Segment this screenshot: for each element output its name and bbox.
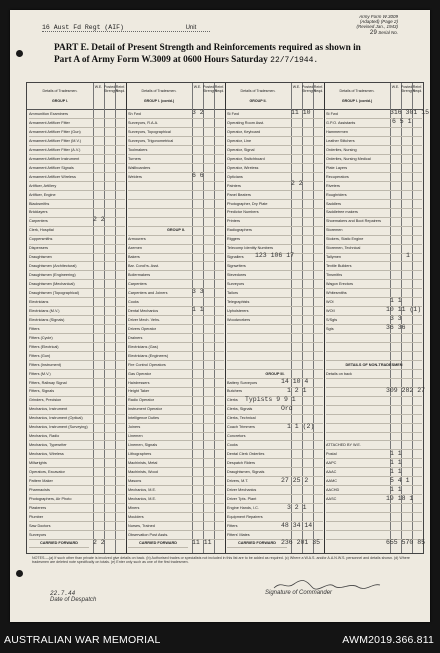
table-row: Butchers [227, 387, 323, 396]
handwritten-entry: 3 3 [390, 315, 402, 322]
date-signed: 22.7.44 [50, 590, 76, 597]
title-date: 22/7/1944. [270, 55, 319, 65]
table-row: WOI [326, 298, 422, 307]
table-row: Dental Mechanics [128, 307, 224, 316]
table-row: Grinders, Precision [29, 396, 125, 405]
table-row: Boilermakers [128, 271, 224, 280]
table-row: Leather Stitchers [326, 137, 422, 146]
table-row: AACHD [326, 486, 422, 495]
handwritten-entry: Ord [281, 405, 293, 412]
table-row: Fitters, Signals [29, 387, 125, 396]
table-row: Opticians [227, 173, 323, 182]
table-row [326, 513, 422, 522]
table-row [128, 182, 224, 191]
details-header: Details of Tradesmen. [339, 89, 375, 93]
group-header: GROUP I. (contd.) [341, 99, 373, 103]
column-header: W.E. [193, 85, 202, 89]
watermark-bar [0, 630, 440, 653]
table-row [128, 200, 224, 209]
table-row: Textile Builders [326, 262, 422, 271]
table-row: Stevedores [227, 271, 323, 280]
table-row: Fitters [227, 522, 323, 531]
serial-label: Serial No. [378, 29, 398, 35]
handwritten-entry: 3 2 1 [287, 504, 307, 511]
table-row: Operating Room Asst. [227, 119, 323, 128]
table-row: Mechanics, Typewriter [29, 441, 125, 450]
table-row: Draughtsmen (Engineering) [29, 271, 125, 280]
table-row: GROUP II. [128, 226, 224, 235]
table-row: St Fwd [227, 110, 323, 119]
handwritten-entry: 2 2 [93, 216, 105, 223]
table-row: Artificer, Engine [29, 191, 125, 200]
column-header: Reinf. Reqd. [115, 85, 126, 93]
table-row: Mechanics, Instrument [29, 405, 125, 414]
table-row: Miners [128, 504, 224, 513]
handwritten-entry: Typists 9 9 1 [245, 396, 296, 403]
table-row: Saddletree makers [326, 208, 422, 217]
table-row: Height Taker [128, 387, 224, 396]
handwritten-entry: 316 301 15 [390, 109, 430, 116]
table-row: Gas Operator [128, 370, 224, 379]
table-row: Mechanics, Radio [29, 432, 125, 441]
handwritten-entry: 1 1 [192, 306, 204, 313]
table-row: Moulders [128, 513, 224, 522]
table-row: Surveyors, Topographical [128, 128, 224, 137]
column-header: W.E. [94, 85, 103, 89]
table-row: Operator, Switchboard [227, 155, 323, 164]
table-row: Driver Mech. Vehs. [128, 316, 224, 325]
table-row: Electricians (Engineers) [128, 352, 224, 361]
table-row: Mechanics, Instrument (Optical) [29, 414, 125, 423]
table-row: Armament Artificer Fitter (Gun) [29, 128, 125, 137]
table-row: Signallers [227, 253, 323, 262]
table-row: Wallboarders [128, 164, 224, 173]
table-row: Saddlers [326, 200, 422, 209]
table-row [128, 191, 224, 200]
table-row [326, 423, 422, 432]
table-row: Armament Artificer Fitter [29, 119, 125, 128]
unit-line [42, 24, 210, 32]
table-row: Pharmacists [29, 486, 125, 495]
table-row: Sgts [326, 325, 422, 334]
handwritten-entry: 1 1 [390, 486, 402, 493]
details-header: Details of Tradesmen. [42, 89, 78, 93]
table-row: Operators, Excavator [29, 468, 125, 477]
table-row: Blacksmiths [29, 200, 125, 209]
table-row: Toolmakers [128, 146, 224, 155]
table-row: Carpenters [29, 217, 125, 226]
table-row: Linemen [128, 432, 224, 441]
table-row: Bricklayers [29, 208, 125, 217]
table-row: Storemen, Technical [326, 244, 422, 253]
table-row: Orderlies, Nursing Medical [326, 155, 422, 164]
table-row: Riveters [326, 182, 422, 191]
handwritten-entry: 6 6 [192, 172, 204, 179]
table-row: Surveyors [29, 531, 125, 540]
table-row: Panel Beaters [227, 191, 323, 200]
handwritten-entry: 1 2 1 [287, 387, 307, 394]
details-header: Details of Tradesmen. [240, 89, 276, 93]
group-header: GROUP I. (contd.) [143, 99, 175, 103]
handwritten-entry: 123 106 17 [255, 252, 295, 259]
table-row: Artificer, Artillery [29, 182, 125, 191]
group-header: GROUP I. [51, 99, 69, 103]
table-row: Fire Control Operators [128, 361, 224, 370]
form-title [54, 43, 414, 66]
table-row [227, 334, 323, 343]
column-header: Posted Strength [302, 85, 316, 93]
serial-handwritten: 29 [369, 28, 377, 36]
handwritten-entry: 3 2 [192, 109, 204, 116]
table-row: Armament Artificer Signals [29, 164, 125, 173]
table-row: Clerks, Technical [227, 414, 323, 423]
table-row: Despatch Riders [227, 459, 323, 468]
form-ref-line: Army Form W.3009 [359, 14, 398, 19]
table-row [227, 361, 323, 370]
table-row [326, 504, 422, 513]
table-row: Nurses, Trained [128, 522, 224, 531]
table-row: Fitters (Instrument) [29, 361, 125, 370]
table-row: Engine Hands, I.C. [227, 504, 323, 513]
table-row: Photographers, Air Photo [29, 495, 125, 504]
signature-label: Signature of Commander [265, 590, 333, 596]
table-row: Cooks [128, 298, 224, 307]
table-row: Clerk, Hospital [29, 226, 125, 235]
form-ref-line: (Revised Jan., 1943) [356, 24, 398, 30]
column-header: Reinf. Reqd. [412, 85, 423, 93]
table-row: Upholsterers [227, 307, 323, 316]
table-row: Draughtsmen (Mechanical) [29, 280, 125, 289]
table-row: Operator, Wireless [227, 164, 323, 173]
table-row: Woodworkers [227, 316, 323, 325]
table-row [326, 522, 422, 531]
table-row: Ammunition Examiners [29, 110, 125, 119]
table-row: Armourers [128, 235, 224, 244]
table-row [326, 396, 422, 405]
table-row: Electricians (Signals) [29, 316, 125, 325]
table-row: Saw Doctors [29, 522, 125, 531]
table-row: Observation Post Assts. [128, 531, 224, 540]
column-header: W.E. [292, 85, 301, 89]
column-header: Reinf. Reqd. [313, 85, 324, 93]
table-row: Armament Artificer Fitter (M.V.) [29, 137, 125, 146]
handwritten-entry: 6 5 1 [392, 118, 412, 125]
column-header: Posted Strength [401, 85, 415, 93]
table-row [227, 343, 323, 352]
column-header: W.E. [391, 85, 400, 89]
table-row: Wagon Erectors [326, 280, 422, 289]
table-row: Turners [128, 155, 224, 164]
table-row: St Fwd [326, 110, 422, 119]
table-row [326, 334, 422, 343]
handwritten-entry: 11 10 [291, 109, 311, 116]
table-row: Tailors [227, 289, 323, 298]
table-row: Painters [227, 182, 323, 191]
table-row: Radiographers [227, 226, 323, 235]
table-row: Carpenters [128, 280, 224, 289]
table-row [326, 414, 422, 423]
table-row: AASC [326, 495, 422, 504]
table-row: Operator, Signal [227, 146, 323, 155]
form-reference [318, 14, 398, 35]
table-row: Surveyors [227, 280, 323, 289]
form-sheet [10, 10, 430, 622]
table-row: Armament Artificer Fitter (A.V.) [29, 146, 125, 155]
table-row: Mechanics, M.E. [128, 486, 224, 495]
table-row: Roughriders [326, 191, 422, 200]
table-row: WOII [326, 307, 422, 316]
table-row: Welders [128, 173, 224, 182]
table-row: Tallymen [326, 253, 422, 262]
table-row: Armament Artificer Instrument [29, 155, 125, 164]
footnote: NOTES.—(a) If such other than private is involved give details on back. (b) Authorised trades or specialists not included in this list are to be added as required. (c) Where a W.A.S. and/or A.A.N.W.S. personnel and details shown. (d) Where tradesmen are deleted note specifically on totals. (e) Enter only such as one of the first tradesmen. [32, 556, 410, 565]
table-row: Whitesmiths [326, 289, 422, 298]
table-row: Printers [227, 217, 323, 226]
table-row: Draughtsmen, Signals [227, 468, 323, 477]
table-row: Radio Operator [128, 396, 224, 405]
handwritten-entry: 19 18 1 [386, 495, 414, 502]
handwritten-entry: 5 4 1 [390, 477, 410, 484]
handwritten-entry: 27 25 2 [281, 477, 309, 484]
unit-value: 16 Aust Fd Regt (AIF) [42, 24, 124, 31]
table-row: Operator, Keyboard [227, 128, 323, 137]
table-row: Signwriters [227, 262, 323, 271]
table-row: Draughtsmen [29, 253, 125, 262]
table-row: Lithographers [128, 450, 224, 459]
table-row: Equipment Repairers [227, 513, 323, 522]
table-row: Draughtsmen (Topographical) [29, 289, 125, 298]
table-row: Mechanics, Instrument (Surveying) [29, 423, 125, 432]
table-row: Machinists, Metal [128, 459, 224, 468]
table-row: Sh Fwd [128, 110, 224, 119]
table-row: Surveyors, Trigonometrical [128, 137, 224, 146]
table-row: Dispensers [29, 244, 125, 253]
table-row: Plasterers [29, 504, 125, 513]
watermark-left: AUSTRALIAN WAR MEMORIAL [4, 634, 161, 646]
watermark-right: AWM2019.366.811 [342, 634, 434, 646]
title-line-2: Part A of Army Form W.3009 at 0600 Hours Saturday [54, 54, 268, 65]
table-row: Riggers [227, 235, 323, 244]
punch-hole [16, 570, 23, 577]
table-row: Hairdressers [128, 379, 224, 388]
handwritten-entry: 1 [406, 252, 410, 259]
details-header: Details of Tradesmen. [141, 89, 177, 93]
strength-table [26, 82, 430, 554]
handwritten-entry: 1 1 [390, 297, 402, 304]
table-row: Draughtsmen (Architectural) [29, 262, 125, 271]
table-row: Recuperators [326, 173, 422, 182]
handwritten-entry: 1 1 [390, 450, 402, 457]
table-row: Masons [128, 477, 224, 486]
table-row: Millwrights [29, 459, 125, 468]
table-row: Photographer, Dry Plate [227, 200, 323, 209]
group-header: GROUP II. [249, 99, 267, 103]
handwritten-entry: 10 11 (1) [386, 306, 422, 313]
form-ref-line: (Adapted) (Page 2) [359, 19, 398, 25]
table-row: Postal [326, 450, 422, 459]
table-row: Storemen [326, 226, 422, 235]
handwritten-entry: 1 1 (2) [287, 423, 315, 430]
unit-label: Unit [185, 25, 197, 31]
table-row: Clerks, Signals [227, 405, 323, 414]
table-row: Drivers Operator [128, 325, 224, 334]
table-row: Telecomp Identity Numbers [227, 244, 323, 253]
table-row [128, 208, 224, 217]
table-row: Fitters (Electrical) [29, 343, 125, 352]
table-row: Fitters (Cycle) [29, 334, 125, 343]
column-header: Reinf. Reqd. [214, 85, 225, 93]
table-row [227, 352, 323, 361]
table-row: Electricians [29, 298, 125, 307]
table-row: Fitters [29, 325, 125, 334]
handwritten-entry: 36 36 [386, 324, 406, 331]
table-row: GROUP III. [227, 370, 323, 379]
table-row: Tinsmiths [326, 271, 422, 280]
table-row: Battery Surveyors [227, 379, 323, 388]
table-row: Coach Trimmers [227, 423, 323, 432]
table-row: Driver Tpts. Plant [227, 495, 323, 504]
table-row: Plumber [29, 513, 125, 522]
table-row: Predictor Numbers [227, 208, 323, 217]
table-row: Driver Mechanics [227, 486, 323, 495]
table-row: Plate Layers [326, 164, 422, 173]
table-row [128, 217, 224, 226]
table-row: Carpenters and Joiners [128, 289, 224, 298]
handwritten-entry: 11 11 [192, 539, 212, 546]
table-row: Electricians (M.V.) [29, 307, 125, 316]
panel-divider [225, 83, 226, 553]
table-row: Pattern Maker [29, 477, 125, 486]
carried-forward-label: CARRIED FORWARD [29, 539, 89, 548]
table-row [326, 343, 422, 352]
table-row: G.P.O. Assistants [326, 119, 422, 128]
handwritten-entry: 14 10 4 [281, 378, 309, 385]
handwritten-entry: 236 201 35 [281, 539, 321, 546]
table-row: Mechanics, M.E. [128, 495, 224, 504]
table-row: Fitters (Gun) [29, 352, 125, 361]
table-row: Dental Clerk Orderlies [227, 450, 323, 459]
table-row: Surveyors, R.A.A. [128, 119, 224, 128]
handwritten-entry: 48 34 14 [281, 522, 313, 529]
table-row: Fitters' Mates [227, 531, 323, 540]
table-row: Details on back [326, 370, 422, 379]
table-row: Clerks [227, 396, 323, 405]
table-row [326, 405, 422, 414]
table-row: Bar. Cond'rs. Asst. [128, 262, 224, 271]
table-row: S/Sgts [326, 316, 422, 325]
table-row: ATTACHED BY W.E. [326, 441, 422, 450]
table-row: Concretors [227, 432, 323, 441]
table-row: Fitters (M.V.) [29, 370, 125, 379]
column-header: Posted Strength [104, 85, 118, 93]
handwritten-entry: 655 570 85 [386, 539, 426, 546]
handwritten-entry: 1 1 [390, 468, 402, 475]
table-row: Stokers, Static Engine [326, 235, 422, 244]
table-row [326, 432, 422, 441]
table-row: DETAILS OF NON-TRADESMEN [326, 361, 422, 370]
handwritten-entry: 3 3 [192, 288, 204, 295]
carried-forward-label: CARRIED FORWARD [227, 539, 287, 548]
title-line-1: PART E. Detail of Present Strength and Reinforcements required as shown in [54, 43, 361, 53]
table-row: Operator, Line [227, 137, 323, 146]
table-row: AAAC [326, 468, 422, 477]
table-row: Armament Artificer Wireless [29, 173, 125, 182]
table-row: Joiners [128, 423, 224, 432]
table-row: Hammermen [326, 128, 422, 137]
table-row: AAPC [326, 459, 422, 468]
table-row: AAMC [326, 477, 422, 486]
handwritten-entry: 1 1 [390, 459, 402, 466]
table-row: Instrument Operator [128, 405, 224, 414]
table-row: Intelligence Duties [128, 414, 224, 423]
table-row: Fitters, Railway Signal [29, 379, 125, 388]
table-row: Orderlies, Nursing [326, 146, 422, 155]
panel-divider [126, 83, 127, 553]
table-row: Coppersmiths [29, 235, 125, 244]
column-header: Posted Strength [203, 85, 217, 93]
table-row: Shoemakers and Boot Repairers [326, 217, 422, 226]
table-row: Bakers [128, 253, 224, 262]
panel-divider [324, 83, 325, 553]
table-row: Drainers [128, 334, 224, 343]
table-row: Machinists, Wood [128, 468, 224, 477]
handwritten-entry: 309 282 27 [386, 387, 426, 394]
handwritten-entry: 2 2 [93, 539, 105, 546]
handwritten-entry: 2 2 [291, 180, 303, 187]
table-row [227, 325, 323, 334]
table-row: Linemen, Signals [128, 441, 224, 450]
table-row [326, 352, 422, 361]
punch-hole [16, 50, 23, 57]
table-row: Mechanics, Wireless [29, 450, 125, 459]
table-row: Electricians (Gas) [128, 343, 224, 352]
date-of-despatch [50, 590, 96, 603]
table-row: Drivers, M.T. [227, 477, 323, 486]
table-row: Telegraphists [227, 298, 323, 307]
carried-forward-label: CARRIED FORWARD [128, 539, 188, 548]
table-row: Axemen [128, 244, 224, 253]
date-label: Date of Despatch [50, 597, 97, 603]
table-row: Cooks [227, 441, 323, 450]
